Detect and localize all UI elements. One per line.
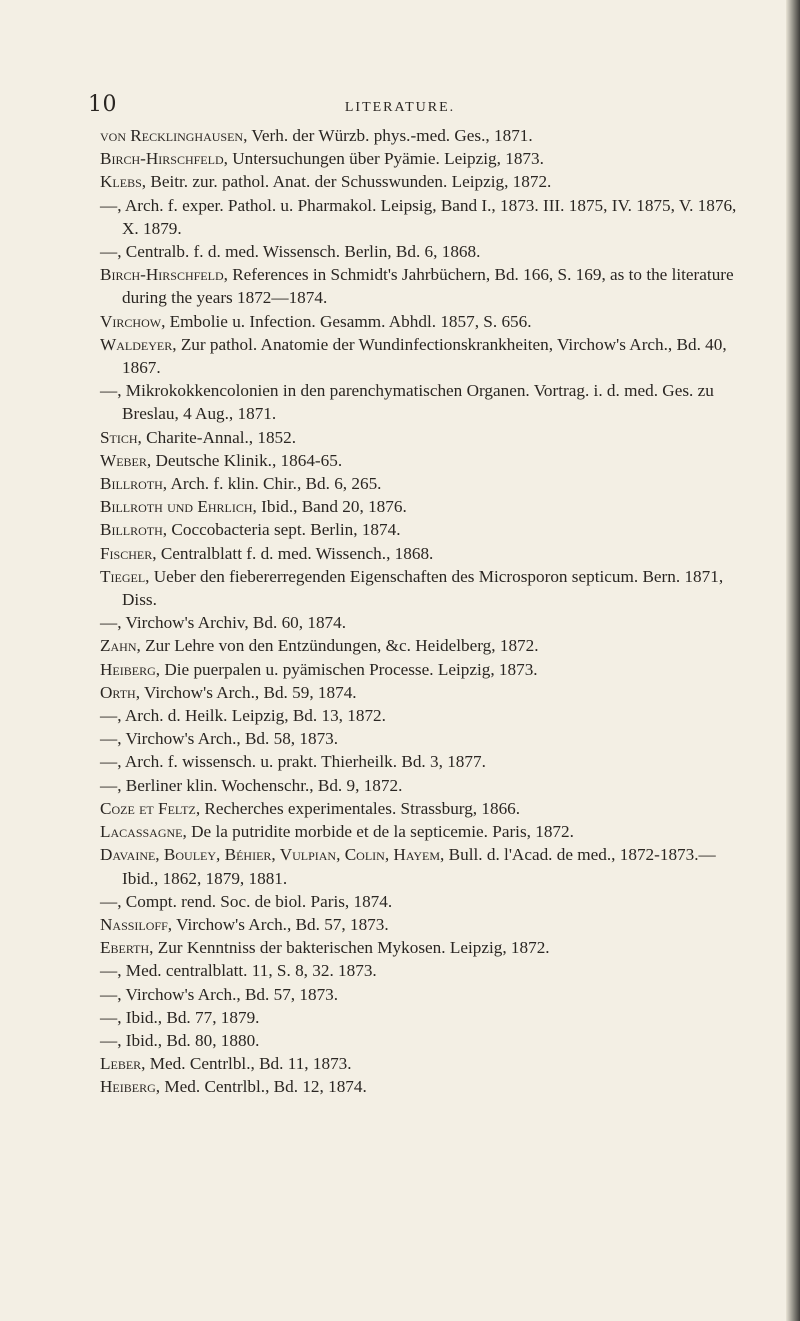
- reference-text: —, Virchow's Arch., Bd. 57, 1873.: [100, 984, 339, 1004]
- reference-text: —, Mikrokokkencolonien in den parenchymatischen Organen. Vortrag. i. d. med. Ges. zu Breslau, 4 Aug., 1871.: [100, 381, 714, 424]
- reference-text: Virchow's Arch., Bd. 57, 1873.: [172, 914, 389, 934]
- reference-text: Zur Kenntniss der bakterischen Mykosen. Leipzig, 1872.: [153, 938, 550, 958]
- reference-text: Centralblatt f. d. med. Wissench., 1868.: [156, 543, 434, 563]
- reference-entry: [100, 147, 740, 170]
- reference-entry: [100, 634, 740, 657]
- reference-entry: [100, 727, 740, 750]
- reference-entry: [100, 124, 740, 147]
- reference-text: Die puerpalen u. pyämischen Processe. Leipzig, 1873.: [160, 659, 538, 679]
- reference-entry: [100, 611, 740, 634]
- reference-entry: [100, 890, 740, 913]
- running-title: LITERATURE.: [344, 100, 456, 115]
- reference-author: Stich,: [100, 427, 142, 447]
- reference-author: Coze et Feltz,: [100, 798, 201, 818]
- reference-entry: [100, 936, 740, 959]
- reference-text: Recherches experimentales. Strassburg, 1866.: [200, 798, 521, 818]
- reference-text: Arch. f. klin. Chir., Bd. 6, 265.: [167, 474, 382, 494]
- reference-text: References in Schmidt's Jahrbüchern, Bd. 166, S. 169, as to the literature during the years 1872—1874.: [122, 265, 734, 308]
- reference-text: —, Virchow's Archiv, Bd. 60, 1874.: [100, 613, 347, 633]
- reference-text: —, Arch. d. Heilk. Leipzig, Bd. 13, 1872.: [100, 706, 386, 726]
- reference-text: —, Centralb. f. d. med. Wissensch. Berlin, Bd. 6, 1868.: [100, 242, 481, 262]
- reference-entry: [100, 565, 740, 611]
- reference-list: [100, 124, 740, 1099]
- reference-author: Fischer,: [100, 543, 157, 563]
- reference-author: Heiberg,: [100, 659, 161, 679]
- reference-author: Billroth,: [100, 520, 168, 540]
- reference-author: Davaine, Bouley, Béhier, Vulpian, Colin, Hayem,: [100, 845, 445, 865]
- reference-text: Ibid., Band 20, 1876.: [256, 497, 407, 517]
- reference-text: —, Ibid., Bd. 80, 1880.: [100, 1030, 260, 1050]
- reference-entry: [100, 426, 740, 449]
- reference-author: Zahn,: [100, 636, 141, 656]
- reference-author: von Recklinghausen,: [100, 126, 248, 145]
- reference-author: Weber,: [100, 450, 152, 470]
- reference-entry: [100, 658, 740, 681]
- reference-entry: [100, 1075, 740, 1098]
- reference-entry: [100, 983, 740, 1006]
- reference-text: Beitr. zur. pathol. Anat. der Schusswunden. Leipzig, 1872.: [146, 172, 552, 192]
- reference-text: Ueber den fiebererregenden Eigenschaften des Microsporon septicum. Bern. 1871, Diss.: [122, 566, 724, 610]
- reference-author: Billroth,: [100, 474, 168, 494]
- reference-entry: [100, 797, 740, 820]
- reference-entry: [100, 379, 740, 425]
- reference-author: Heiberg,: [100, 1077, 161, 1097]
- reference-entry: [100, 750, 740, 773]
- reference-author: Klebs,: [100, 172, 147, 192]
- reference-text: —, Arch. f. exper. Pathol. u. Pharmakol. Leipsig, Band I., 1873. III. 1875, IV. 1875, V. 1876, X. 1879.: [100, 195, 737, 238]
- reference-entry: [100, 542, 740, 565]
- reference-text: Med. Centrlbl., Bd. 11, 1873.: [145, 1054, 352, 1074]
- reference-entry: [100, 1006, 740, 1029]
- reference-entry: [100, 1029, 740, 1052]
- reference-text: Embolie u. Infection. Gesamm. Abhdl. 1857, S. 656.: [165, 311, 532, 331]
- reference-text: Zur Lehre von den Entzündungen, &c. Heidelberg, 1872.: [140, 636, 539, 656]
- reference-author: Eberth,: [100, 938, 154, 958]
- reference-entry: [100, 774, 740, 797]
- reference-text: —, Compt. rend. Soc. de biol. Paris, 1874.: [100, 891, 393, 911]
- reference-text: Charite-Annal., 1852.: [141, 427, 297, 447]
- reference-entry: [100, 310, 740, 333]
- reference-entry: [100, 449, 740, 472]
- reference-text: Coccobacteria sept. Berlin, 1874.: [167, 520, 401, 540]
- reference-author: Birch-Hirschfeld,: [100, 265, 228, 285]
- page-number: 10: [88, 92, 117, 117]
- reference-text: Untersuchungen über Pyämie. Leipzig, 1873.: [227, 149, 544, 169]
- reference-author: Lacassagne,: [100, 822, 187, 842]
- reference-author: Tiegel,: [100, 566, 150, 586]
- reference-entry: [100, 1052, 740, 1075]
- reference-text: Bull. d. l'Acad. de med., 1872-1873.—Ibid., 1862, 1879, 1881.: [122, 845, 716, 888]
- page-edge-shadow: [786, 0, 800, 1321]
- reference-author: Leber,: [100, 1054, 146, 1074]
- reference-text: —, Berliner klin. Wochenschr., Bd. 9, 1872.: [100, 775, 403, 795]
- reference-entry: [100, 704, 740, 727]
- reference-text: Med. Centrlbl., Bd. 12, 1874.: [160, 1077, 367, 1097]
- reference-entry: [100, 518, 740, 541]
- reference-entry: [100, 820, 740, 843]
- reference-author: Virchow,: [100, 311, 166, 331]
- reference-entry: [100, 170, 740, 193]
- reference-entry: [100, 472, 740, 495]
- reference-entry: [100, 495, 740, 518]
- reference-text: —, Med. centralblatt. 11, S. 8, 32. 1873.: [100, 961, 377, 981]
- reference-text: —, Arch. f. wissensch. u. prakt. Thierheilk. Bd. 3, 1877.: [100, 752, 486, 772]
- reference-entry: [100, 240, 740, 263]
- reference-entry: [100, 959, 740, 982]
- reference-author: Billroth und Ehrlich,: [100, 497, 257, 517]
- reference-text: Zur pathol. Anatomie der Wundinfectionskrankheiten, Virchow's Arch., Bd. 40, 1867.: [122, 334, 727, 378]
- reference-text: De la putridite morbide et de la septicemie. Paris, 1872.: [186, 822, 574, 842]
- reference-entry: [100, 194, 740, 240]
- reference-author: Orth,: [100, 682, 140, 702]
- reference-text: —, Ibid., Bd. 77, 1879.: [100, 1007, 260, 1027]
- reference-text: Verh. der Würzb. phys.-med. Ges., 1871.: [247, 126, 533, 145]
- reference-entry: [100, 913, 740, 936]
- reference-entry: [100, 681, 740, 704]
- reference-author: Waldeyer,: [100, 334, 177, 354]
- reference-entry: [100, 333, 740, 379]
- reference-text: Deutsche Klinik., 1864-65.: [151, 450, 343, 470]
- reference-text: —, Virchow's Arch., Bd. 58, 1873.: [100, 729, 339, 749]
- reference-entry: [100, 263, 740, 309]
- reference-author: Nassiloff,: [100, 914, 173, 934]
- reference-text: Virchow's Arch., Bd. 59, 1874.: [140, 682, 357, 702]
- reference-entry: [100, 843, 740, 889]
- reference-author: Birch-Hirschfeld,: [100, 149, 228, 169]
